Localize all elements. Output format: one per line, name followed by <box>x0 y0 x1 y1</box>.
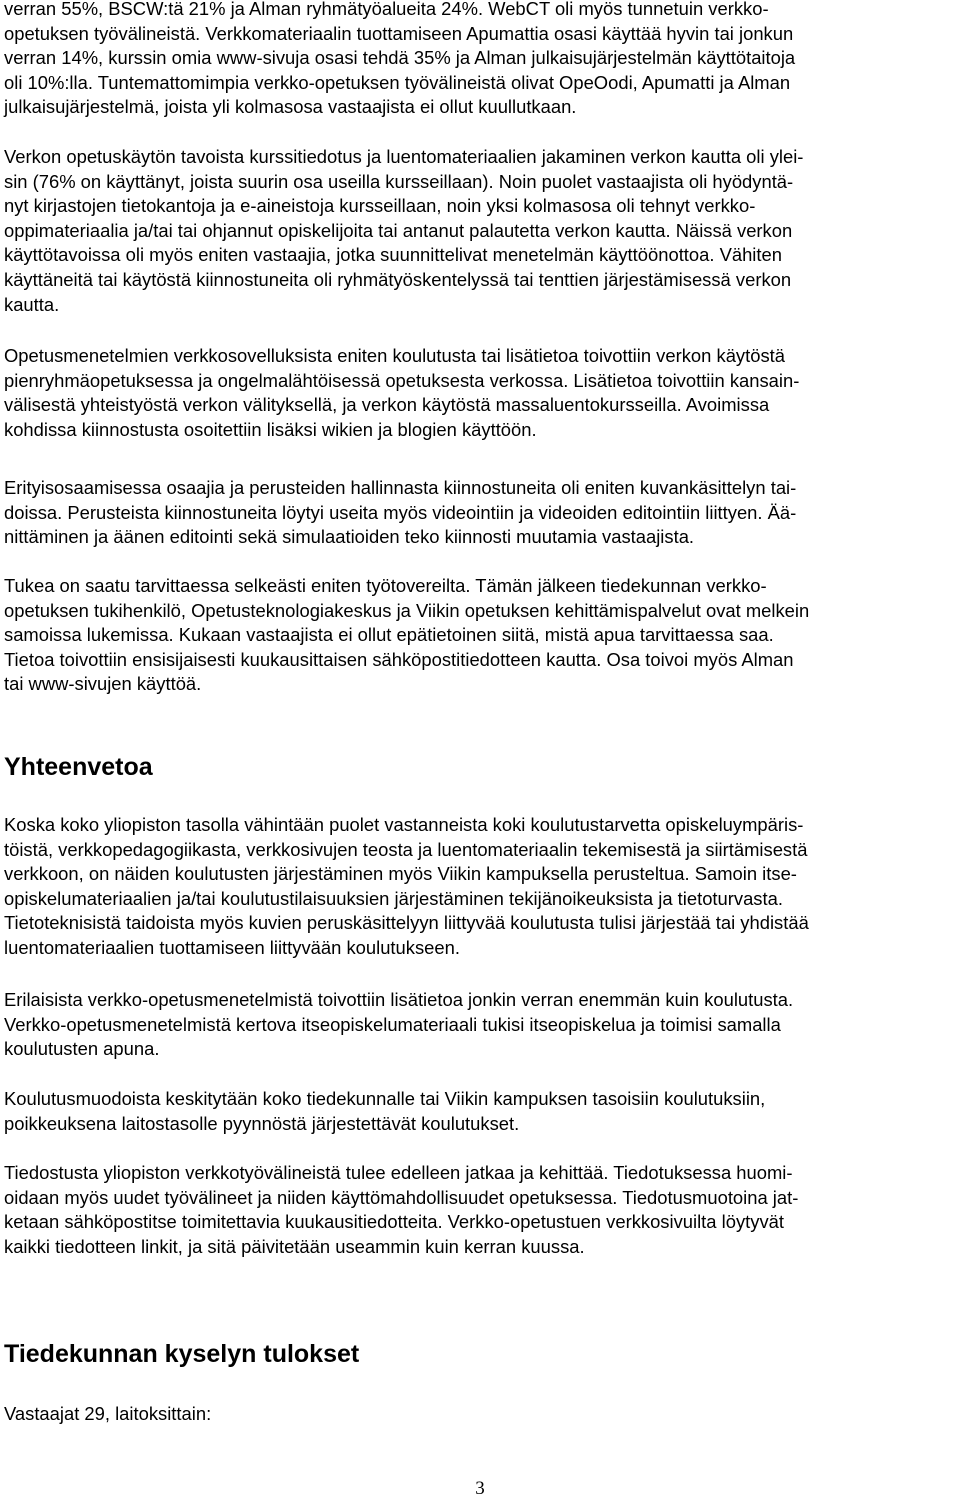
text-line: nittäminen ja äänen editointi sekä simulaatioiden teko kiinnosti muutamia vastaajista. <box>4 526 695 548</box>
text-line: ketaan sähköpostitse toimitettavia kuukausitiedotteita. Verkko-opetustuen verkkosivuilta löytyvät <box>4 1211 784 1233</box>
text-line: sin (76% on käyttänyt, joista suurin osa useilla kursseillaan). Noin puolet vastaajista oli hyödyntä- <box>4 170 794 192</box>
text-line: Tietoa toivottiin ensisijaisesti kuukausittaisen sähköpostitiedotteen kautta. Osa toivoi myös Alman <box>4 648 794 670</box>
text-line: opetuksen tukihenkilö, Opetusteknologiakeskus ja Viikin opetuksen kehittämispalvelut ovat melkein <box>4 599 810 621</box>
text-line: välisestä yhteistyöstä verkon välityksellä, ja verkon käytöstä massaluentokursseilla. Avoimissa <box>4 394 770 416</box>
text-line: oli 10%:lla. Tuntemattomimpia verkko-opetuksen työvälineistä olivat OpeOodi, Apumatti ja Alman <box>4 71 791 93</box>
text-line: Verkon opetuskäytön tavoista kurssitiedotus ja luentomateriaalien jakaminen verkon kautta oli ylei- <box>4 146 804 167</box>
text-line: Verkko-opetusmenetelmistä kertova itseopiskelumateriaali tukisi itseopiskelua ja toimisi samalla <box>4 1013 781 1035</box>
text-line: Opetusmenetelmien verkkosovelluksista eniten koulutusta tai lisätietoa toivottiin verkon käytöstä <box>4 345 785 366</box>
paragraph <box>4 813 809 961</box>
page-number: 3 <box>475 1478 485 1499</box>
section-heading: Tiedekunnan kyselyn tulokset <box>4 1340 360 1368</box>
paragraph <box>4 1402 211 1427</box>
text-line: Koska koko yliopiston tasolla vähintään puolet vastanneista koki koulutustarvetta opiskeluympäris- <box>4 814 804 835</box>
text-line: pienryhmäopetuksessa ja ongelmalähtöisessä opetuksesta verkossa. Lisätietoa toivottiin kansain- <box>4 369 800 391</box>
text-line: opiskelumateriaalien ja/tai koulutustilaisuuksien järjestäminen tekijänoikeuksista ja tietoturvasta. <box>4 887 783 909</box>
text-line: verran 55%, BSCW:tä 21% ja Alman ryhmätyöalueita 24%. WebCT oli myös tunnetuin verkko- <box>4 0 769 19</box>
paragraph <box>4 1087 765 1136</box>
paragraph <box>4 988 793 1062</box>
text-line: kaikki tiedotteen linkit, ja sitä päivitetään useammin kuin kerran kuussa. <box>4 1235 585 1257</box>
section-heading: Yhteenvetoa <box>4 753 153 781</box>
text-line: samoissa lukemissa. Kukaan vastaajista ei ollut epätietoinen siitä, mistä apua tarvittaessa saa. <box>4 624 774 646</box>
paragraph <box>4 145 803 317</box>
text-line: Koulutusmuodoista keskitytään koko tiedekunnalle tai Viikin kampuksen tasoisiin koulutuksiin, <box>4 1088 766 1109</box>
text-line: poikkeuksena laitostasolle pyynnöstä järjestettävät koulutukset. <box>4 1112 520 1134</box>
text-line: oidaan myös uudet työvälineet ja niiden käyttömahdollisuudet opetuksessa. Tiedotusmuotoina jat- <box>4 1186 799 1208</box>
text-line: verran 14%, kurssin omia www-sivuja osasi tehdä 35% ja Alman julkaisujärjestelmän käyttötaitoja <box>4 47 796 69</box>
text-line: nyt kirjastojen tietokantoja ja e-aineistoja kursseillaan, noin yksi kolmasosa oli tehnyt verkko- <box>4 195 756 217</box>
text-line: verkkoon, on näiden koulutusten järjestäminen myös Viikin kampuksella perusteltua. Samoin itse- <box>4 863 797 885</box>
text-line: opetuksen työvälineistä. Verkkomateriaalin tuottamiseen Apumattia osasi käyttää hyvin tai jonkun <box>4 22 794 44</box>
text-line: Tukea on saatu tarvittaessa selkeästi eniten työtovereilta. Tämän jälkeen tiedekunnan verkko- <box>4 575 767 596</box>
text-line: koulutusten apuna. <box>4 1038 160 1060</box>
text-line: Erilaisista verkko-opetusmenetelmistä toivottiin lisätietoa jonkin verran enemmän kuin koulutusta. <box>4 989 794 1010</box>
text-line: kohdissa kiinnostusta osoitettiin lisäksi wikien ja blogien käyttöön. <box>4 418 537 440</box>
text-line: käyttäneitä tai käytöstä kiinnostuneita oli ryhmätyöskentelyssä tai tenttien järjestämisessä verkon <box>4 268 792 290</box>
text-line: töistä, verkkopedagogiikasta, verkkosivujen teosta ja luentomateriaalin tekemisestä ja siirtämisestä <box>4 838 808 860</box>
text-line: Tietoteknisistä taidoista myös kuvien peruskäsittelyyn liittyvää koulutusta tulisi järjestää tai yhdistää <box>4 912 809 934</box>
text-line: tai www-sivujen käyttöä. <box>4 673 202 695</box>
text-line: käyttötavoissa oli myös eniten vastaajia, jotka suunnittelivat menetelmän käyttöönottoa. Vähiten <box>4 244 782 266</box>
text-line: Tiedostusta yliopiston verkkotyövälineistä tulee edelleen jatkaa ja kehittää. Tiedotuksessa huomi- <box>4 1162 793 1183</box>
paragraph <box>4 344 799 442</box>
text-line: oppimateriaalia ja/tai tai ohjannut opiskelijoita tai antanut palautetta verkon kautta. Näissä verkon <box>4 219 793 241</box>
paragraph <box>4 476 796 550</box>
text-line: Vastaajat 29, laitoksittain: <box>4 1403 212 1424</box>
paragraph <box>4 0 795 120</box>
text-line: kautta. <box>4 293 60 315</box>
text-line: doissa. Perusteista kiinnostuneita löytyi useita myös videointiin ja videoiden editointiin liittyen. Ää- <box>4 501 797 523</box>
text-line: julkaisujärjestelmä, joista yli kolmasosa vastaajista ei ollut kuullutkaan. <box>4 96 577 118</box>
text-line: Erityisosaamisessa osaajia ja perusteiden hallinnasta kiinnostuneita oli eniten kuvankäsittelyn tai- <box>4 477 797 498</box>
paragraph <box>4 1161 798 1259</box>
paragraph <box>4 574 809 697</box>
text-line: luentomateriaalien tuottamiseen liittyvään koulutukseen. <box>4 936 460 958</box>
